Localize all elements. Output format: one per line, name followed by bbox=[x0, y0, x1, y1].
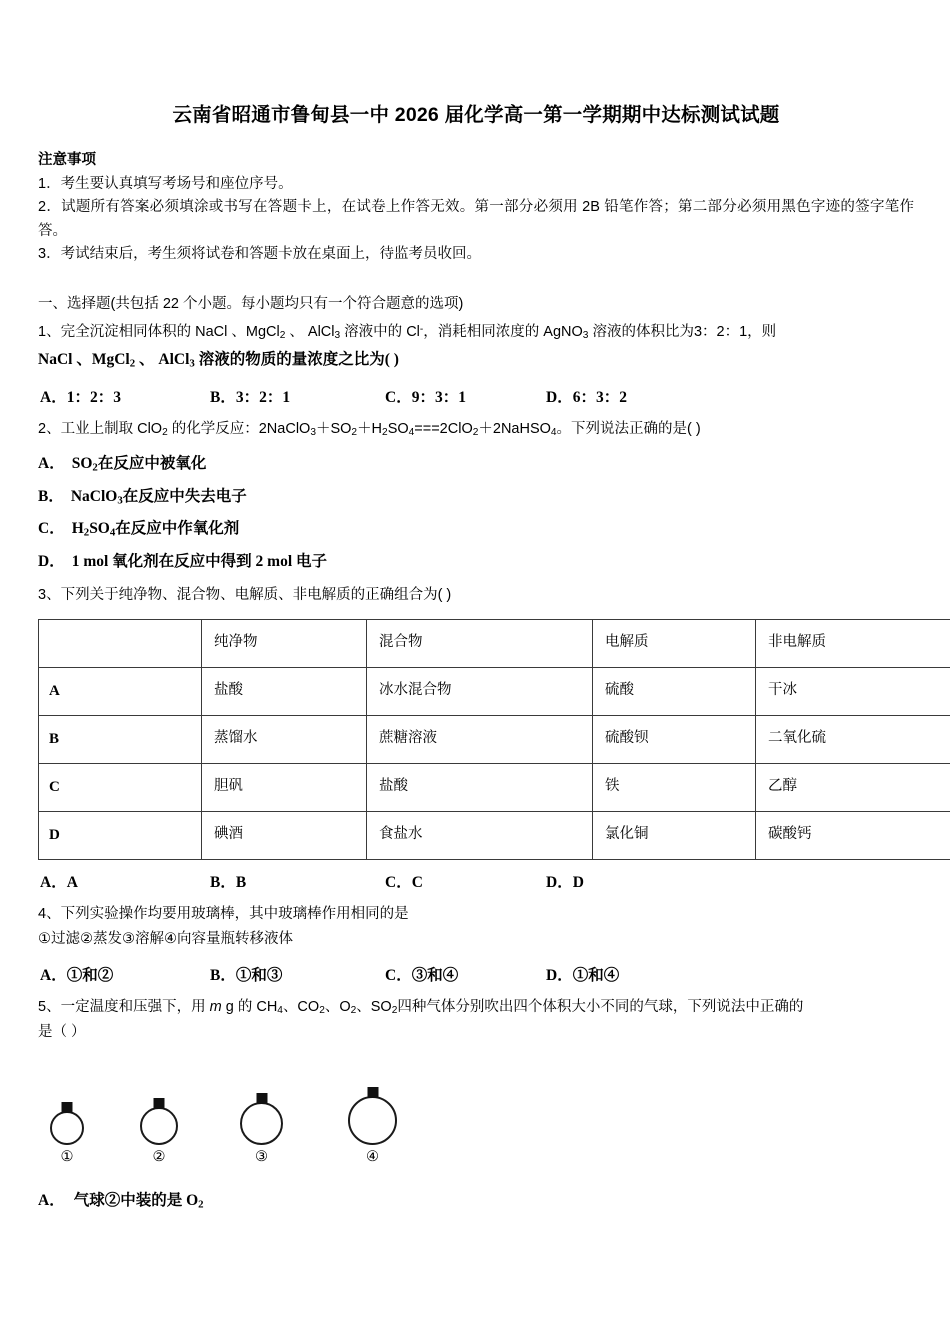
balloon-circle-icon bbox=[348, 1096, 397, 1145]
question-1-number: 1、 bbox=[38, 323, 61, 340]
balloon-group-2 bbox=[140, 1107, 178, 1165]
question-1-stem2-part2: 、 AlCl bbox=[135, 351, 190, 369]
question-5 bbox=[38, 995, 914, 1214]
question-2-stem-part6: ===2ClO bbox=[414, 421, 473, 438]
table-row-b-mixture: 蔗糖溶液 bbox=[367, 715, 593, 763]
table-row-b-label: B bbox=[39, 715, 202, 763]
question-3 bbox=[38, 583, 914, 896]
page-content bbox=[38, 0, 914, 1214]
balloon-shape-2 bbox=[140, 1107, 178, 1145]
question-3-option-a[interactable]: A．A bbox=[40, 873, 78, 891]
balloon-group-4 bbox=[348, 1096, 397, 1165]
question-5-option-a-text: 气球②中装的是 O bbox=[73, 1192, 199, 1210]
question-2-option-c[interactable] bbox=[38, 513, 914, 546]
question-4-option-c[interactable]: C．③和④ bbox=[385, 967, 459, 985]
question-1-option-a[interactable]: A．1：2：3 bbox=[40, 389, 121, 407]
table-row-a-label: A bbox=[39, 667, 202, 715]
question-2-stem-part3: ＋SO bbox=[315, 421, 352, 438]
question-1-stem-line2: NaCl 、MgCl$_2$ 、 AlCl$_3$ 溶液的物质的量浓度之比为( ) bbox=[38, 351, 399, 370]
table-row-c-mixture: 盐酸 bbox=[367, 763, 593, 811]
question-4-option-d[interactable]: D．①和④ bbox=[546, 967, 620, 985]
balloon-label-2: ② bbox=[152, 1148, 166, 1165]
question-2-option-b-sub: 3 bbox=[117, 494, 123, 507]
balloon-neck-icon bbox=[154, 1098, 165, 1109]
table-row-a-mixture: 冰水混合物 bbox=[367, 667, 593, 715]
question-2-stem-part1: 工业上制取 ClO bbox=[60, 421, 163, 438]
question-5-stem-part5: 、SO bbox=[356, 999, 392, 1016]
table-row-b-pure: 蒸馏水 bbox=[202, 715, 367, 763]
question-1-options bbox=[38, 385, 914, 411]
question-3-table bbox=[38, 619, 950, 860]
table-header-row bbox=[39, 619, 950, 667]
question-1-stem-part1: 完全沉淀相同体积的 NaCl 、MgCl bbox=[60, 323, 280, 340]
question-5-stem-part1: 一定温度和压强下，用 bbox=[60, 999, 206, 1016]
table-row-c-label: C bbox=[39, 763, 202, 811]
question-3-option-d[interactable]: D．D bbox=[546, 873, 584, 891]
question-5-option-a-sub: 2 bbox=[198, 1198, 204, 1211]
question-5-option-a-letter: A． bbox=[38, 1192, 65, 1210]
question-1-option-d[interactable]: D．6：3：2 bbox=[546, 389, 627, 407]
question-4-option-a[interactable]: A．①和② bbox=[40, 967, 114, 985]
question-1-stem-part5: 溶液的体积比为3：2：1，则 bbox=[588, 323, 777, 340]
question-2-option-c-mid: SO bbox=[89, 520, 110, 538]
question-2-option-b-pre: NaClO bbox=[70, 487, 118, 505]
question-3-stem bbox=[38, 583, 914, 607]
table-row-a-nonelectrolyte: 干冰 bbox=[756, 667, 950, 715]
question-4-options bbox=[38, 963, 914, 989]
question-5-balloon-figure bbox=[42, 1062, 914, 1164]
question-1-stem-part3: 溶液中的 Cl bbox=[340, 323, 420, 340]
table-row-d-label: D bbox=[39, 811, 202, 859]
question-3-number: 3、 bbox=[38, 586, 61, 603]
question-4 bbox=[38, 902, 914, 990]
table-header-pure: 纯净物 bbox=[202, 619, 367, 667]
question-2-option-c-letter: C． bbox=[38, 520, 65, 538]
table-row-d-mixture: 食盐水 bbox=[367, 811, 593, 859]
question-2-stem: 2、工业上制取 ClO$_2$ 的化学反应：$2NaClO_3+SO_2+H_2SO_4===2ClO_2+2NaHSO_4$。下列说法正确的是( ) bbox=[38, 421, 701, 439]
table-row-d-electrolyte: 氯化铜 bbox=[593, 811, 756, 859]
balloon-neck-icon bbox=[62, 1102, 73, 1113]
question-4-substem: ①过滤②蒸发③溶解④向容量瓶转移液体 bbox=[38, 930, 293, 947]
table-row-b-nonelectrolyte: 二氧化硫 bbox=[756, 715, 950, 763]
table-header-nonelectrolyte: 非电解质 bbox=[756, 619, 950, 667]
question-5-stem: 5、一定温度和压强下，用 m g 的 $CH_4$、$CO_2$、$O_2$、$SO_2$四种气体分别吹出四个体积大小不同的气球，下列说法中正确的 bbox=[38, 999, 804, 1017]
question-2-stem-part2: 的化学反应：2NaClO bbox=[167, 421, 311, 438]
question-2-stem-part8: 。下列说法正确的是( ) bbox=[556, 421, 701, 438]
table-row-d-nonelectrolyte: 碳酸钙 bbox=[756, 811, 950, 859]
question-2-option-b-letter: B． bbox=[38, 487, 64, 505]
question-4-stem-text: 下列实验操作均要用玻璃棒，其中玻璃棒作用相同的是 bbox=[60, 905, 409, 922]
table-row-c-pure: 胆矾 bbox=[202, 763, 367, 811]
question-5-stem-italic: m bbox=[209, 999, 222, 1016]
table-header-electrolyte: 电解质 bbox=[593, 619, 756, 667]
notice-block bbox=[38, 149, 914, 266]
question-2-option-d-pre: 1 mol 氧化剂在反应中得到 2 mol 电子 bbox=[71, 553, 328, 570]
balloon-label-4: ④ bbox=[366, 1148, 379, 1165]
question-1-option-b[interactable]: B．3：2：1 bbox=[210, 389, 291, 407]
question-2-option-a-pre: SO bbox=[71, 455, 93, 473]
balloon-group-3 bbox=[240, 1102, 283, 1165]
question-3-option-c[interactable]: C．C bbox=[385, 873, 423, 891]
question-5-stem-line2: 是（ ） bbox=[38, 1024, 86, 1041]
question-4-number: 4、 bbox=[38, 905, 61, 922]
table-row bbox=[39, 667, 950, 715]
notice-item-1: 1．考生要认真填写考场号和座位序号。 bbox=[38, 175, 293, 192]
question-2-option-c-sub: 2 bbox=[83, 526, 90, 539]
question-2-option-a-post: 在反应中被氧化 bbox=[97, 455, 207, 473]
table-header-mixture: 混合物 bbox=[367, 619, 593, 667]
balloon-circle-icon bbox=[50, 1111, 84, 1145]
table-header-blank bbox=[39, 619, 202, 667]
question-5-number: 5、 bbox=[38, 999, 61, 1016]
question-5-stem-part6: 四种气体分别吹出四个体积大小不同的气球，下列说法中正确的 bbox=[397, 999, 804, 1016]
question-2-option-c-pre: H bbox=[71, 520, 84, 538]
question-2 bbox=[38, 417, 914, 578]
table-row bbox=[39, 763, 950, 811]
section-heading-choice: 一、选择题(共包括 22 个小题。每小题均只有一个符合题意的选项) bbox=[38, 295, 464, 312]
question-2-options bbox=[38, 448, 914, 578]
table-row bbox=[39, 811, 950, 859]
balloon-label-3: ③ bbox=[255, 1148, 268, 1165]
question-5-stem-part3: 、CO bbox=[282, 999, 320, 1016]
question-4-option-b[interactable]: B．①和③ bbox=[210, 967, 283, 985]
question-5-stem-part4: 、O bbox=[324, 999, 351, 1016]
question-5-stem-part2: g 的 CH bbox=[221, 999, 278, 1016]
table-row-c-electrolyte: 铁 bbox=[593, 763, 756, 811]
question-1-stem2-part3: 溶液的物质的量浓度之比为( ) bbox=[194, 351, 399, 369]
question-1 bbox=[38, 320, 914, 411]
question-1-option-c[interactable]: C．9：3：1 bbox=[385, 389, 466, 407]
question-2-option-c-post: 在反应中作氧化剂 bbox=[115, 520, 240, 538]
notice-heading: 注意事项 bbox=[38, 152, 96, 169]
question-3-option-b[interactable]: B．B bbox=[210, 873, 247, 891]
balloon-label-1: ① bbox=[60, 1148, 74, 1165]
balloon-shape-1 bbox=[50, 1111, 84, 1145]
balloon-circle-icon bbox=[140, 1107, 178, 1145]
question-2-option-b[interactable] bbox=[38, 481, 914, 514]
question-1-stem2-part1: NaCl 、MgCl bbox=[38, 351, 130, 369]
balloon-shape-4 bbox=[348, 1096, 397, 1145]
question-2-option-a-letter: A． bbox=[38, 455, 65, 473]
balloon-neck-icon bbox=[367, 1087, 378, 1098]
table-row-d-pure: 碘酒 bbox=[202, 811, 367, 859]
balloon-circle-icon bbox=[240, 1102, 283, 1145]
notice-item-3: 3．考试结束后，考生须将试卷和答题卡放在桌面上，待监考员收回。 bbox=[38, 246, 482, 263]
table-row bbox=[39, 715, 950, 763]
question-2-option-a[interactable] bbox=[38, 448, 914, 481]
question-3-stem-text: 下列关于纯净物、混合物、电解质、非电解质的正确组合为( ) bbox=[60, 586, 452, 603]
balloon-neck-icon bbox=[256, 1093, 267, 1104]
table-row-a-pure: 盐酸 bbox=[202, 667, 367, 715]
question-2-option-a-sub: 2 bbox=[92, 461, 98, 474]
question-1-stem-part2: 、 AlCl bbox=[285, 323, 335, 340]
question-3-options bbox=[38, 870, 914, 896]
question-5-option-a[interactable] bbox=[38, 1188, 914, 1214]
question-4-stem bbox=[38, 902, 914, 926]
question-2-option-d-letter: D． bbox=[38, 553, 65, 570]
table-row-c-nonelectrolyte: 乙醇 bbox=[756, 763, 950, 811]
question-2-option-b-post: 在反应中失去电子 bbox=[122, 487, 247, 505]
table-row-a-electrolyte: 硫酸 bbox=[593, 667, 756, 715]
question-2-number: 2、 bbox=[38, 421, 61, 438]
page-title: 云南省昭通市鲁甸县一中 2026 届化学高一第一学期期中达标测试试题 bbox=[172, 104, 780, 126]
question-2-stem-part7: ＋2NaHSO bbox=[478, 421, 551, 438]
balloon-shape-3 bbox=[240, 1102, 283, 1145]
balloon-group-1 bbox=[50, 1111, 84, 1165]
table-row-b-electrolyte: 硫酸钡 bbox=[593, 715, 756, 763]
question-2-stem-part4: ＋H bbox=[357, 421, 383, 438]
notice-item-2: 2．试题所有答案必须填涂或书写在答题卡上，在试卷上作答无效。第一部分必须用 2B 铅笔作答；第二部分必须用黑色字迹的签字笔作答。 bbox=[38, 199, 914, 239]
question-1-stem-part4: ，消耗相同浓度的 AgNO bbox=[423, 323, 583, 340]
question-1-stem: 1、完全沉淀相同体积的 NaCl 、MgCl$_2$ 、 AlCl$_3$ 溶液中的 Cl-，消耗相同浓度的 AgNO$_3$ 溶液的体积比为3：2：1，则 bbox=[38, 323, 777, 342]
question-2-option-c-sub2: 4 bbox=[109, 526, 116, 539]
question-2-option-d[interactable] bbox=[38, 546, 914, 579]
question-2-stem-part5: SO bbox=[387, 421, 409, 438]
